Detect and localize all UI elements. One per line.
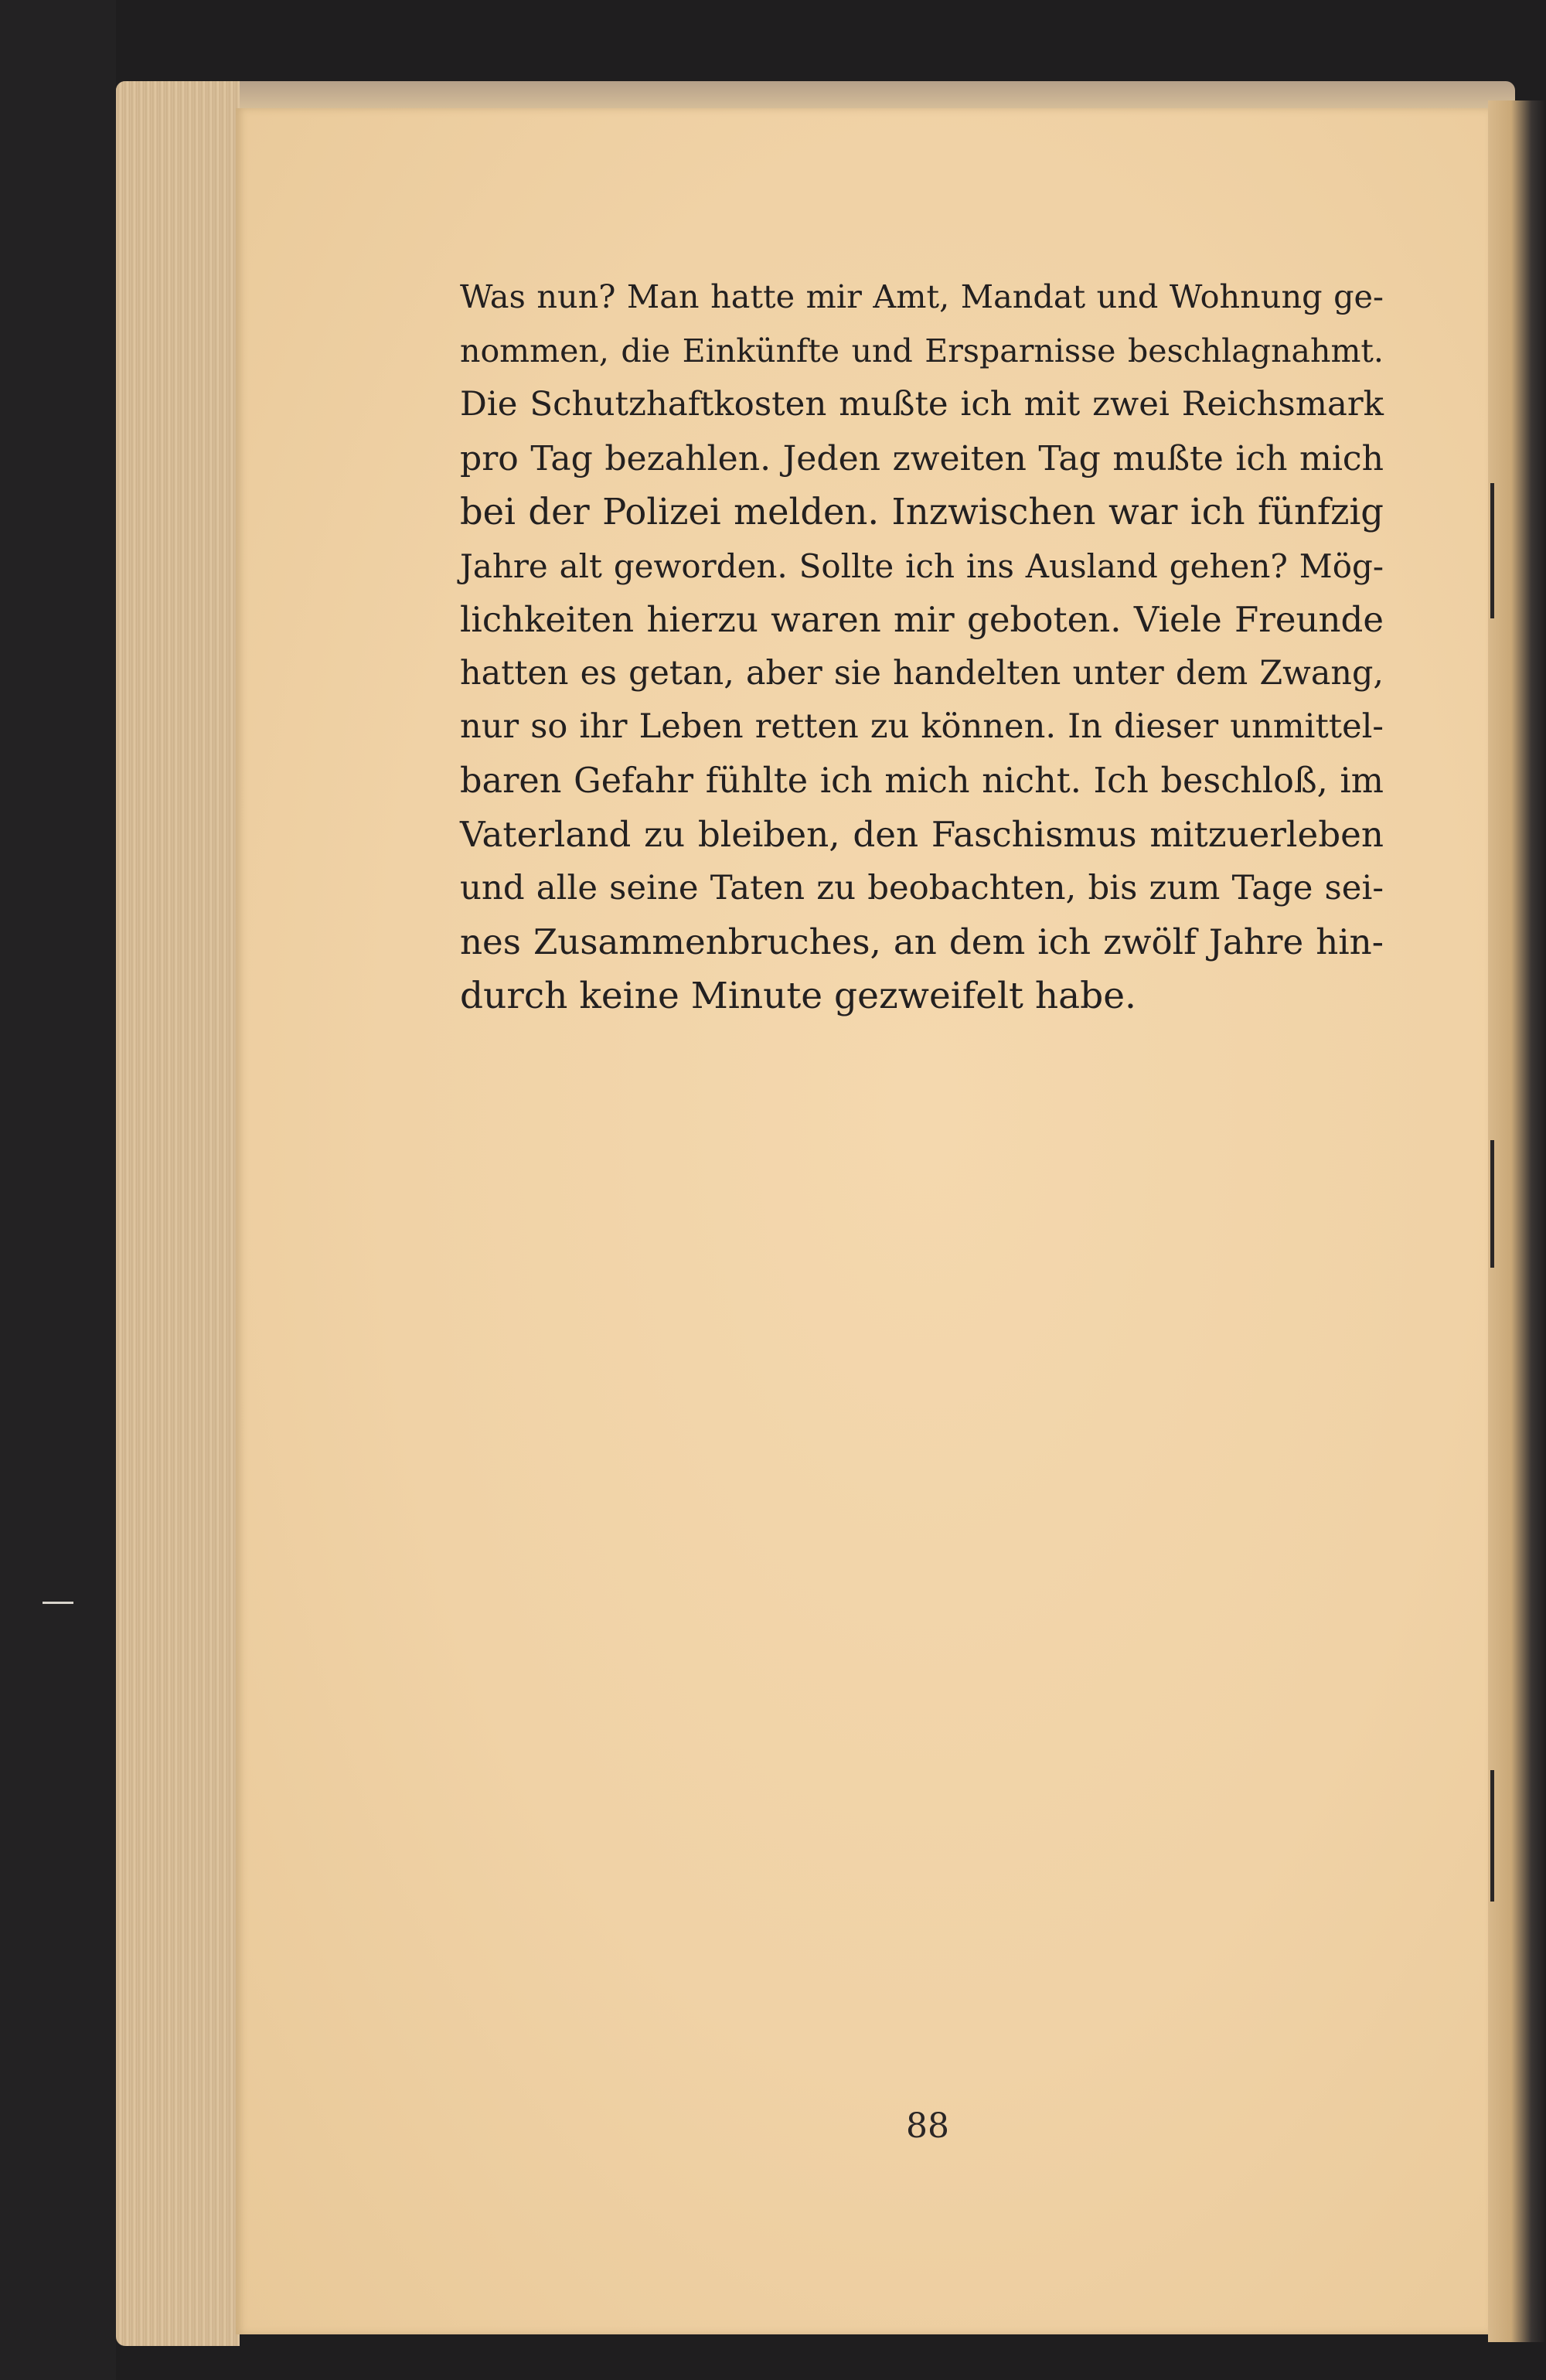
text-line: Vaterland zu bleiben, den Faschismus mitzuerleben (460, 814, 1384, 855)
text-line: hatten es getan, aber sie handelten unter dem Zwang, (460, 653, 1384, 693)
book-top-edge (116, 81, 1515, 112)
text-line: nommen, die Einkünfte und Ersparnisse beschlagnahmt. (460, 332, 1384, 369)
text-line: baren Gefahr fühlte ich mich nicht. Ich beschloß, im (460, 760, 1384, 801)
text-line: Jahre alt geworden. Sollte ich ins Ausland gehen? Mög- (460, 546, 1384, 585)
scan-background (0, 0, 116, 2380)
text-line: lichkeiten hierzu waren mir geboten. Viele Freunde (460, 599, 1384, 640)
text-line: und alle seine Taten zu beobachten, bis zum Tage sei- (460, 868, 1384, 907)
binding-mark (1490, 1140, 1494, 1268)
text-line: pro Tag bezahlen. Jeden zweiten Tag mußte ich mich (460, 438, 1384, 478)
body-paragraph (460, 271, 1384, 1023)
scan-artifact-line (43, 1602, 73, 1604)
binding-mark (1490, 1770, 1494, 1902)
text-line: Was nun? Man hatte mir Amt, Mandat und Wohnung ge- (460, 278, 1384, 315)
text-line: Die Schutzhaftkosten mußte ich mit zwei Reichsmark (460, 385, 1384, 424)
text-line: nes Zusammenbruches, an dem ich zwölf Jahre hin- (460, 921, 1384, 962)
text-line: nur so ihr Leben retten zu können. In dieser unmittel- (460, 707, 1384, 746)
page-number: 88 (906, 2106, 949, 2146)
binding-mark (1490, 483, 1494, 618)
text-line: bei der Polizei melden. Inzwischen war ich fünfzig (460, 491, 1384, 533)
book-page-edges (116, 81, 240, 2346)
text-line: durch keine Minute gezweifelt habe. (460, 974, 1136, 1017)
book-gutter (1488, 100, 1546, 2342)
